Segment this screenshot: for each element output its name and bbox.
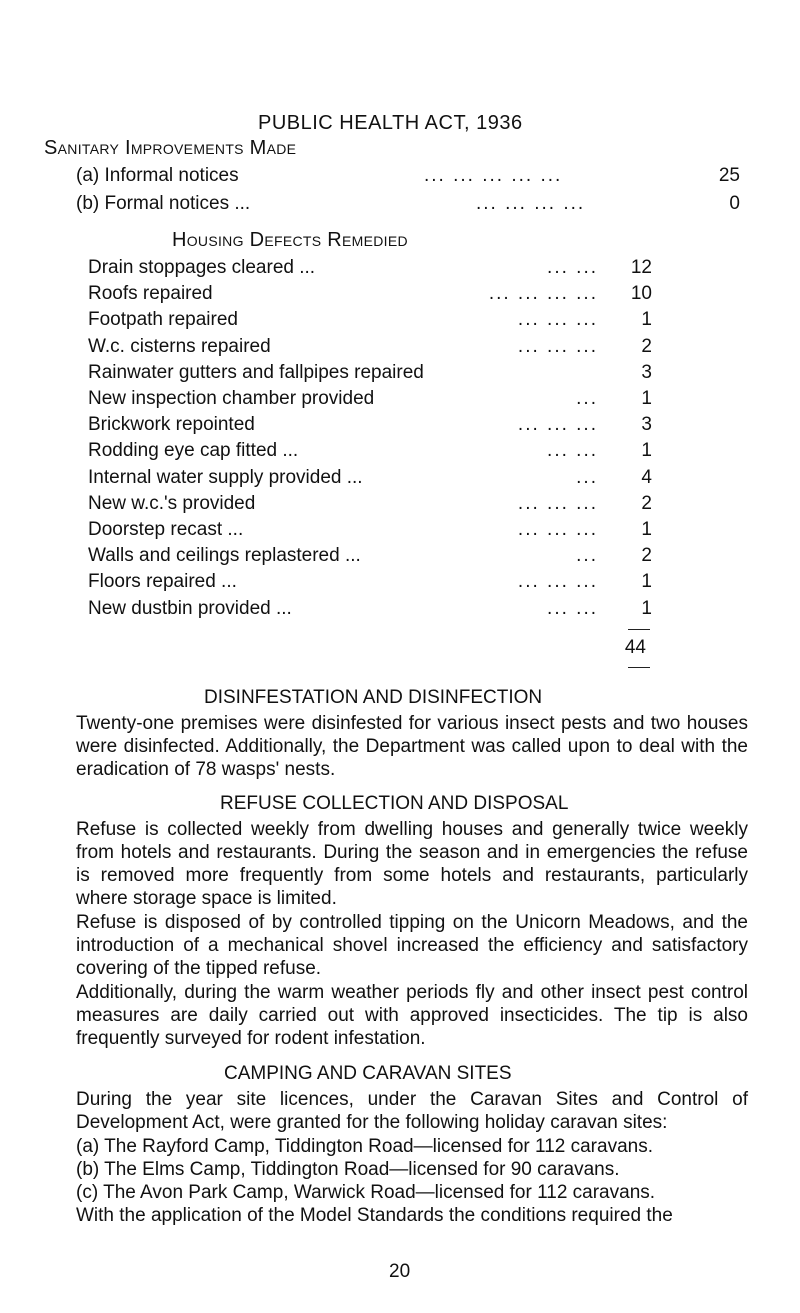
housing-row-dots: ... ... — [547, 440, 598, 462]
sanitary-value-informal: 25 — [718, 165, 740, 186]
housing-total: 44 — [624, 637, 646, 658]
page-title: PUBLIC HEALTH ACT, 1936 — [258, 112, 523, 134]
camping-closing — [76, 1204, 748, 1227]
housing-row-value: 1 — [641, 597, 652, 619]
paragraph: Refuse is collected weekly from dwelling houses and generally twice weekly from hotels and restaurants. During the season and in emergencies the refuse is removed more frequently from some hotels and restaurants, particularly where storage space is limited. — [76, 819, 748, 909]
row-dots: ... ... ... ... — [476, 193, 586, 214]
housing-row-dots: ... — [576, 466, 598, 488]
housing-row-dots: ... ... ... ... — [488, 283, 598, 305]
housing-row-value: 12 — [630, 257, 652, 278]
housing-row-value: 2 — [641, 335, 652, 357]
refuse-paragraph-3 — [76, 981, 748, 1050]
housing-row-value: 2 — [641, 492, 652, 514]
sanitary-value-formal: 0 — [729, 193, 740, 214]
sanitary-row-formal — [76, 192, 250, 216]
refuse-paragraph-1 — [76, 818, 748, 910]
housing-row-value: 3 — [641, 361, 652, 383]
housing-heading: Housing Defects Remedied — [172, 229, 408, 251]
housing-row-label: New w.c.'s provided — [88, 492, 256, 514]
sanitary-heading: Sanitary Improvements Made — [44, 137, 297, 159]
housing-row-label: Rodding eye cap fitted ... — [88, 440, 299, 462]
housing-row-label: Walls and ceilings replastered ... — [88, 545, 361, 567]
housing-row-label: New dustbin provided ... — [88, 597, 292, 619]
row-label: (a) Informal notices — [76, 165, 239, 186]
housing-row-dots: ... ... — [547, 257, 598, 278]
housing-row-label: W.c. cisterns repaired — [88, 335, 271, 357]
paragraph: Additionally, during the warm weather periods fly and other insect pest control measures are daily carried out with approved insecticides. The tip is also frequently surveyed for rodent infestation. — [76, 982, 748, 1049]
housing-row-value: 1 — [641, 440, 652, 462]
housing-row-dots: ... ... ... — [517, 492, 598, 514]
housing-row-dots: ... ... ... — [517, 335, 598, 357]
total-rule-bottom — [628, 667, 650, 668]
housing-row-label: Footpath repaired — [88, 309, 238, 331]
housing-row-label: Internal water supply provided ... — [88, 466, 363, 488]
housing-row-dots: ... — [576, 388, 598, 409]
housing-row-value: 2 — [641, 545, 652, 567]
site-item: (c) The Avon Park Camp, Warwick Road—licensed for 112 caravans. — [76, 1182, 656, 1203]
sanitary-row-informal — [76, 164, 239, 188]
housing-row-dots: ... ... — [547, 597, 598, 619]
housing-row-label: Doorstep recast ... — [88, 519, 244, 540]
housing-row-value: 1 — [641, 571, 652, 593]
housing-row-label: Roofs repaired — [88, 283, 213, 305]
site-item: (a) The Rayford Camp, Tiddington Road—licensed for 112 caravans. — [76, 1136, 653, 1157]
paragraph: During the year site licences, under the Caravan Sites and Control of Development Act, were granted for the following holiday caravan sites: — [76, 1089, 748, 1133]
row-dots: ... ... ... ... ... — [424, 165, 563, 186]
housing-row-value: 4 — [641, 466, 652, 488]
camping-intro — [76, 1088, 748, 1134]
housing-row-label: Drain stoppages cleared ... — [88, 257, 316, 278]
refuse-paragraph-2 — [76, 911, 748, 980]
paragraph: Twenty-one premises were disinfested for various insect pests and two houses were disinfected. Additionally, the Department was called upon to deal with the eradication of 78 wasps' nests. — [76, 713, 748, 780]
disinfestation-heading: DISINFESTATION AND DISINFECTION — [204, 687, 543, 708]
row-label: (b) Formal notices ... — [76, 193, 251, 214]
housing-row-label: Brickwork repointed — [88, 414, 255, 436]
housing-row-dots: ... ... ... — [517, 309, 598, 331]
refuse-heading: REFUSE COLLECTION AND DISPOSAL — [220, 793, 569, 814]
housing-row-dots: ... ... ... — [517, 519, 598, 540]
housing-row-label: Rainwater gutters and fallpipes repaired — [88, 361, 424, 383]
disinfestation-text — [76, 712, 748, 781]
camping-heading: CAMPING AND CARAVAN SITES — [224, 1063, 512, 1084]
housing-row-value: 10 — [630, 283, 652, 305]
housing-row-label: Floors repaired ... — [88, 571, 237, 593]
housing-row-dots: ... — [576, 545, 598, 567]
total-rule-top — [628, 629, 650, 630]
housing-row-value: 1 — [641, 519, 652, 540]
paragraph: With the application of the Model Standards the conditions required the — [76, 1205, 673, 1226]
page-number: 20 — [389, 1261, 411, 1282]
paragraph: Refuse is disposed of by controlled tipping on the Unicorn Meadows, and the introduction of a mechanical shovel increased the efficiency and satisfactory covering of the tipped refuse. — [76, 912, 748, 979]
site-item: (b) The Elms Camp, Tiddington Road—licensed for 90 caravans. — [76, 1159, 620, 1180]
housing-row-value: 1 — [641, 309, 652, 331]
housing-row-dots: ... ... ... — [517, 571, 598, 593]
housing-row-value: 3 — [641, 414, 652, 436]
housing-row-value: 1 — [641, 388, 652, 409]
housing-row-label: New inspection chamber provided — [88, 388, 375, 409]
housing-row-dots: ... ... ... — [517, 414, 598, 436]
